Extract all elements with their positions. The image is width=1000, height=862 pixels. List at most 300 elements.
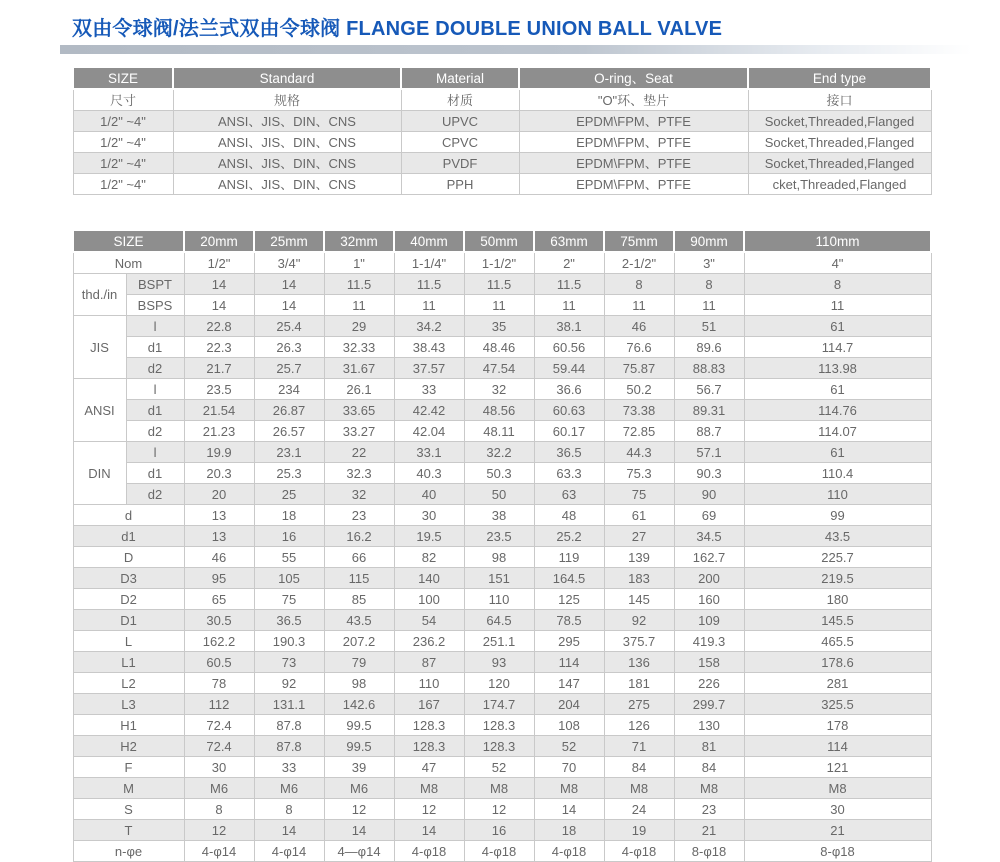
dim-table-row [73,295,931,316]
dim-cell: 26.3 [254,337,324,358]
spec-subheader-cell: 接口 [748,89,931,111]
dim-cell: 90.3 [674,463,744,484]
dim-cell: 114 [744,736,931,757]
dim-row-label: d2 [126,421,184,442]
dim-cell: 11 [674,295,744,316]
dim-table-row [73,337,931,358]
dim-table-row [73,379,931,400]
dim-cell: 61 [744,442,931,463]
dim-row-label: d1 [126,463,184,484]
dim-cell: 11.5 [534,274,604,295]
dim-row-label: BSPS [126,295,184,316]
dim-table-row [73,358,931,379]
dim-cell: M8 [674,778,744,799]
dim-cell: 1-1/4" [394,252,464,274]
dim-cell: 112 [184,694,254,715]
dim-cell: 36.5 [534,442,604,463]
dim-cell: 33.1 [394,442,464,463]
dim-cell: 23.5 [464,526,534,547]
dim-row-label: d1 [126,337,184,358]
page-title: 双由令球阀/法兰式双由令球阀 FLANGE DOUBLE UNION BALL VALVE [72,18,723,40]
dim-cell: 34.2 [394,316,464,337]
dim-cell: M6 [324,778,394,799]
dim-column-header: 110mm [744,230,931,252]
dim-cell: 465.5 [744,631,931,652]
dim-cell: 128.3 [394,736,464,757]
dim-cell: 12 [394,799,464,820]
dim-cell: 90 [674,484,744,505]
dim-cell: 113.98 [744,358,931,379]
dim-cell: 8 [744,274,931,295]
dim-cell: 11 [534,295,604,316]
dim-cell: 8 [254,799,324,820]
dim-cell: 50 [464,484,534,505]
dim-cell: M8 [604,778,674,799]
dim-cell: 50.2 [604,379,674,400]
dim-cell: 34.5 [674,526,744,547]
dim-cell: 71 [604,736,674,757]
dim-cell: 12 [464,799,534,820]
dim-size-header: SIZE [73,230,184,252]
dim-cell: 48 [534,505,604,526]
dim-cell: 48.46 [464,337,534,358]
spec-table [72,66,932,195]
dim-cell: M8 [744,778,931,799]
dim-cell: 181 [604,673,674,694]
dim-table-row [73,316,931,337]
dim-cell: 1/2" [184,252,254,274]
dim-cell: 52 [534,736,604,757]
spec-cell: 1/2" ~4" [73,132,173,153]
dim-cell: 25 [254,484,324,505]
dim-cell: 27 [604,526,674,547]
dim-cell: 99.5 [324,736,394,757]
dim-cell: 11.5 [464,274,534,295]
dim-cell: 3" [674,252,744,274]
dim-cell: 4-φ18 [534,841,604,862]
dim-cell: 130 [674,715,744,736]
dim-cell: 37.57 [394,358,464,379]
spec-table-row [73,132,931,153]
dim-cell: 114 [534,652,604,673]
dim-cell: 1" [324,252,394,274]
dim-cell: 162.2 [184,631,254,652]
dim-cell: 21 [674,820,744,841]
dim-cell: 14 [254,295,324,316]
spec-cell: EPDM\FPM、PTFE [519,153,748,174]
dim-row-label: L3 [73,694,184,715]
spec-cell: ANSI、JIS、DIN、CNS [173,174,401,195]
dim-cell: 20.3 [184,463,254,484]
dim-cell: 42.42 [394,400,464,421]
dimension-table-body [73,230,931,862]
dim-cell: 89.6 [674,337,744,358]
spec-cell: cket,Threaded,Flanged [748,174,931,195]
dim-cell: 88.7 [674,421,744,442]
dim-cell: 30 [394,505,464,526]
spec-cell: 1/2" ~4" [73,174,173,195]
dim-cell: 174.7 [464,694,534,715]
dim-cell: 39 [324,757,394,778]
dim-cell: 4—φ14 [324,841,394,862]
dim-column-header: 75mm [604,230,674,252]
dim-cell: M8 [534,778,604,799]
dim-table-row [73,799,931,820]
dim-cell: 40 [394,484,464,505]
dim-cell: 36.6 [534,379,604,400]
dim-cell: 19.9 [184,442,254,463]
dim-table-row [73,673,931,694]
dim-table-row [73,778,931,799]
dim-cell: M8 [464,778,534,799]
dim-cell: 114.07 [744,421,931,442]
dim-cell: 70 [534,757,604,778]
dim-column-header: 32mm [324,230,394,252]
dim-cell: 51 [674,316,744,337]
dim-table-row [73,252,931,274]
dim-row-label: BSPT [126,274,184,295]
dim-table-row [73,631,931,652]
dim-cell: 38.43 [394,337,464,358]
title-divider [60,45,1000,54]
dim-table-row [73,841,931,862]
spec-table-row [73,153,931,174]
dim-row-label: L [73,631,184,652]
dim-cell: 92 [254,673,324,694]
dim-cell: 69 [674,505,744,526]
dim-cell: 44.3 [604,442,674,463]
dim-cell: 167 [394,694,464,715]
dim-cell: 14 [184,274,254,295]
dim-cell: 160 [674,589,744,610]
dim-cell: 16.2 [324,526,394,547]
dim-cell: 55 [254,547,324,568]
spec-header-cell: End type [748,67,931,89]
spec-subheader-cell: 尺寸 [73,89,173,111]
dim-table-row [73,274,931,295]
dim-cell: 12 [324,799,394,820]
dimension-table [72,229,932,862]
dim-cell: 54 [394,610,464,631]
dim-row-label: n-φe [73,841,184,862]
dim-table-row [73,484,931,505]
dim-cell: 36.5 [254,610,324,631]
dim-cell: M8 [394,778,464,799]
dim-cell: 8 [604,274,674,295]
dim-cell: 72.4 [184,715,254,736]
dim-cell: 16 [464,820,534,841]
dim-cell: 12 [184,820,254,841]
dim-cell: 108 [534,715,604,736]
dim-cell: 60.17 [534,421,604,442]
dim-group-label: thd./in [73,274,126,316]
dim-cell: 88.83 [674,358,744,379]
dim-cell: 147 [534,673,604,694]
spec-cell: EPDM\FPM、PTFE [519,111,748,132]
dim-cell: 25.2 [534,526,604,547]
dim-row-label: d2 [126,484,184,505]
dim-cell: 128.3 [464,715,534,736]
dim-cell: 87 [394,652,464,673]
dim-cell: 18 [254,505,324,526]
dim-cell: 126 [604,715,674,736]
dim-cell: 95 [184,568,254,589]
dim-table-row [73,736,931,757]
dim-cell: 99.5 [324,715,394,736]
spec-cell: PVDF [401,153,519,174]
dim-group-label: JIS [73,316,126,379]
dim-row-label: l [126,442,184,463]
dim-row-label: M [73,778,184,799]
dim-cell: 66 [324,547,394,568]
dim-cell: 30 [744,799,931,820]
dim-cell: 24 [604,799,674,820]
dim-cell: 23 [324,505,394,526]
dim-cell: 114.76 [744,400,931,421]
dim-cell: 128.3 [394,715,464,736]
dim-cell: 33.27 [324,421,394,442]
dim-cell: 151 [464,568,534,589]
dim-cell: 64.5 [464,610,534,631]
dim-cell: 32.3 [324,463,394,484]
spec-cell: UPVC [401,111,519,132]
dim-table-row [73,463,931,484]
dim-column-header: 20mm [184,230,254,252]
dim-cell: 13 [184,526,254,547]
spec-subheader-cell: "O"环、垫片 [519,89,748,111]
dim-cell: 128.3 [464,736,534,757]
dim-row-label: T [73,820,184,841]
dim-cell: 43.5 [324,610,394,631]
dim-cell: 131.1 [254,694,324,715]
dim-cell: 325.5 [744,694,931,715]
dim-cell: 61 [604,505,674,526]
dim-cell: 2-1/2" [604,252,674,274]
dim-cell: 281 [744,673,931,694]
dim-cell: 11.5 [394,274,464,295]
spec-cell: Socket,Threaded,Flanged [748,111,931,132]
spec-header-cell: Standard [173,67,401,89]
dim-cell: 136 [604,652,674,673]
dim-cell: 14 [184,295,254,316]
dim-cell: 30.5 [184,610,254,631]
dim-cell: 178 [744,715,931,736]
dim-cell: 87.8 [254,715,324,736]
dim-cell: 11 [394,295,464,316]
dim-cell: 8-φ18 [674,841,744,862]
dim-cell: 13 [184,505,254,526]
dim-table-row [73,442,931,463]
dim-cell: 59.44 [534,358,604,379]
dim-cell: 25.4 [254,316,324,337]
dim-cell: 14 [254,274,324,295]
dim-cell: 99 [744,505,931,526]
dim-cell: 8 [674,274,744,295]
dim-row-label: d [73,505,184,526]
spec-header-cell: SIZE [73,67,173,89]
dim-row-label: H1 [73,715,184,736]
dim-cell: 21.23 [184,421,254,442]
dim-cell: 43.5 [744,526,931,547]
dim-cell: 32.33 [324,337,394,358]
dim-cell: 18 [534,820,604,841]
dim-cell: 21 [744,820,931,841]
dim-cell: 183 [604,568,674,589]
dim-cell: 30 [184,757,254,778]
dim-cell: 115 [324,568,394,589]
dim-cell: 93 [464,652,534,673]
dim-cell: 4-φ18 [394,841,464,862]
dim-table-row [73,421,931,442]
dim-cell: 22.8 [184,316,254,337]
spec-table-body [73,67,931,195]
dim-cell: 110 [464,589,534,610]
dim-table-row [73,505,931,526]
dim-cell: 78 [184,673,254,694]
dim-cell: 25.3 [254,463,324,484]
dim-cell: 60.56 [534,337,604,358]
dim-cell: M6 [254,778,324,799]
dim-cell: 60.63 [534,400,604,421]
dim-cell: 23 [674,799,744,820]
dim-cell: 100 [394,589,464,610]
dim-cell: 11 [324,295,394,316]
dim-table-row [73,526,931,547]
dim-cell: 35 [464,316,534,337]
dim-row-label: l [126,316,184,337]
dim-table-row [73,568,931,589]
dim-cell: 32.2 [464,442,534,463]
dim-cell: 180 [744,589,931,610]
dim-cell: 47.54 [464,358,534,379]
dim-cell: 57.1 [674,442,744,463]
dim-column-header: 63mm [534,230,604,252]
dim-cell: 21.54 [184,400,254,421]
dim-cell: 14 [394,820,464,841]
dim-cell: 121 [744,757,931,778]
dim-cell: 219.5 [744,568,931,589]
dim-table-row [73,715,931,736]
dim-cell: 73 [254,652,324,673]
spec-cell: ANSI、JIS、DIN、CNS [173,132,401,153]
dim-cell: 56.7 [674,379,744,400]
dim-cell: 4-φ14 [184,841,254,862]
dim-table-row [73,757,931,778]
dim-cell: 11 [744,295,931,316]
dim-cell: 190.3 [254,631,324,652]
dim-cell: 20 [184,484,254,505]
dim-cell: 204 [534,694,604,715]
dim-cell: 82 [394,547,464,568]
dim-table-row [73,547,931,568]
dim-cell: 295 [534,631,604,652]
dim-row-label: d1 [73,526,184,547]
dim-cell: 40.3 [394,463,464,484]
dim-table-row [73,589,931,610]
dim-cell: 236.2 [394,631,464,652]
dim-cell: 32 [324,484,394,505]
dim-cell: 63 [534,484,604,505]
dim-cell: 164.5 [534,568,604,589]
dim-cell: 142.6 [324,694,394,715]
dim-cell: 61 [744,379,931,400]
dim-column-header: 25mm [254,230,324,252]
dim-cell: 4" [744,252,931,274]
dim-row-label: F [73,757,184,778]
dim-cell: 98 [324,673,394,694]
dim-table-row [73,610,931,631]
dim-cell: 23.1 [254,442,324,463]
dim-cell: 48.11 [464,421,534,442]
dim-cell: 32 [464,379,534,400]
dim-cell: 225.7 [744,547,931,568]
dim-cell: 110.4 [744,463,931,484]
dim-cell: 3/4" [254,252,324,274]
dim-cell: 139 [604,547,674,568]
dim-column-header: 90mm [674,230,744,252]
dim-cell: 38.1 [534,316,604,337]
dim-cell: M6 [184,778,254,799]
dim-cell: 4-φ18 [464,841,534,862]
dim-cell: 19.5 [394,526,464,547]
dim-cell: 119 [534,547,604,568]
dim-cell: 11 [464,295,534,316]
dim-row-label: S [73,799,184,820]
dim-cell: 81 [674,736,744,757]
dim-cell: 73.38 [604,400,674,421]
spec-cell: CPVC [401,132,519,153]
dim-cell: 145.5 [744,610,931,631]
dim-cell: 1-1/2" [464,252,534,274]
dim-cell: 226 [674,673,744,694]
dim-cell: 14 [324,820,394,841]
dim-cell: 25.7 [254,358,324,379]
dim-cell: 72.85 [604,421,674,442]
dim-cell: 2" [534,252,604,274]
dim-cell: 8 [184,799,254,820]
spec-cell: ANSI、JIS、DIN、CNS [173,111,401,132]
dim-cell: 158 [674,652,744,673]
dim-cell: 14 [254,820,324,841]
dim-cell: 63.3 [534,463,604,484]
spec-subheader-cell: 规格 [173,89,401,111]
dim-cell: 114.7 [744,337,931,358]
dim-row-label: l [126,379,184,400]
dim-cell: 21.7 [184,358,254,379]
dim-cell: 75 [254,589,324,610]
dim-cell: 79 [324,652,394,673]
spec-cell: 1/2" ~4" [73,153,173,174]
dim-cell: 140 [394,568,464,589]
spec-cell: Socket,Threaded,Flanged [748,153,931,174]
dim-cell: 92 [604,610,674,631]
dim-cell: 84 [604,757,674,778]
dim-cell: 75.3 [604,463,674,484]
dim-table-row [73,694,931,715]
dim-cell: 11 [604,295,674,316]
dim-table-row [73,400,931,421]
dim-row-label: Nom [73,252,184,274]
dim-cell: 29 [324,316,394,337]
dim-cell: 22 [324,442,394,463]
dim-cell: 72.4 [184,736,254,757]
dim-cell: 120 [464,673,534,694]
dim-row-label: D3 [73,568,184,589]
spec-table-row [73,174,931,195]
dim-cell: 75.87 [604,358,674,379]
dim-cell: 31.67 [324,358,394,379]
dim-cell: 14 [534,799,604,820]
